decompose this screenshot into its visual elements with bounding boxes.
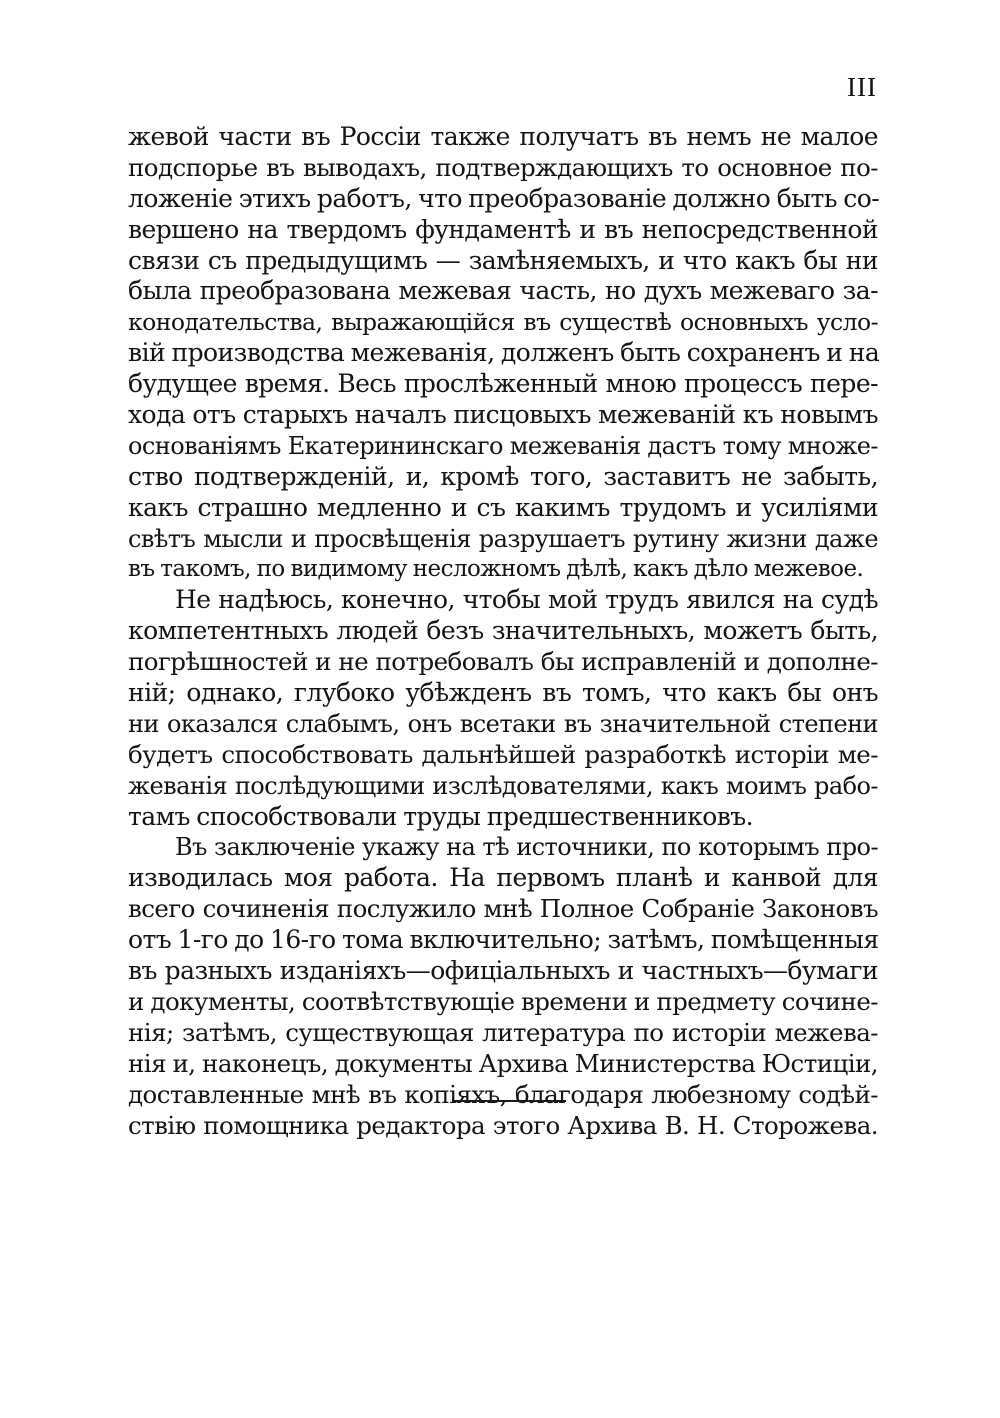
text-line: будетъ способствовать дальнѣйшей разработкѣ исторіи ме-: [128, 739, 878, 769]
text-line: конодательства, выражающійся въ существѣ основныхъ усло-: [128, 308, 878, 337]
text-line: доставленные мнѣ въ копіяхъ, благодаря любезному содѣй-: [128, 1079, 878, 1109]
text-line: въ разныхъ изданіяхъ—офиціальныхъ и частныхъ—бумаги: [128, 956, 878, 986]
text-line: ство подтвержденій, и, кромѣ того, заставитъ не забыть,: [128, 461, 878, 491]
text-line: подспорье въ выводахъ, подтверждающихъ то основное по-: [128, 152, 878, 182]
text-line: и документы, соотвѣтствующіе времени и предмету сочине-: [128, 986, 878, 1016]
text-line: нія; затѣмъ, существующая литература по исторіи межева-: [128, 1017, 878, 1047]
text-line: жевой части въ Россіи также получатъ въ немъ не малое: [128, 122, 878, 151]
text-line: вій производства межеванія, долженъ быть сохраненъ и на: [128, 338, 880, 368]
body-text: [128, 122, 878, 1141]
text-line: ни оказался слабымъ, онъ всетаки въ значительной степени: [128, 709, 878, 738]
text-line: нія и, наконецъ, документы Архива Министерства Юстиціи,: [128, 1048, 878, 1078]
text-line: Не надѣюсь, конечно, чтобы мой трудъ явился на судѣ: [175, 585, 878, 615]
page-number: III: [847, 72, 877, 102]
text-line: связи съ предыдущимъ — замѣняемыхъ, и что какъ бы ни: [128, 245, 878, 275]
text-line: была преобразована межевая часть, но духъ межеваго за-: [128, 276, 878, 306]
text-line: будущее время. Весь прослѣженный мною процессъ пере-: [128, 369, 878, 399]
text-line: въ такомъ, по видимому несложномъ дѣлѣ, какъ дѣло межевое.: [128, 556, 864, 583]
text-line: ствію помощника редактора этого Архива В. Н. Сторожева.: [128, 1110, 878, 1140]
text-line: изводилась моя работа. На первомъ планѣ и канвой для: [128, 863, 878, 893]
closing-rule: [452, 1100, 566, 1102]
text-line: тамъ способствовали труды предшественниковъ.: [128, 801, 754, 831]
text-line: ній; однако, глубоко убѣжденъ въ томъ, что какъ бы онъ: [128, 678, 878, 708]
text-line: погрѣшностей и не потребовалъ бы исправленій и дополне-: [128, 647, 878, 677]
text-line: компетентныхъ людей безъ значительныхъ, можетъ быть,: [128, 616, 878, 646]
text-line: основаніямъ Екатерининскаго межеванія дастъ тому множе-: [128, 431, 878, 460]
text-line: какъ страшно медленно и съ какимъ трудомъ и усиліями: [128, 492, 878, 522]
text-line: всего сочиненія послужило мнѣ Полное Собраніе Законовъ: [128, 894, 878, 924]
text-line: хода отъ старыхъ началъ писцовыхъ межеваній къ новымъ: [128, 400, 878, 430]
text-line: отъ 1-го до 16-го тома включительно; затѣмъ, помѣщенныя: [128, 925, 879, 955]
text-line: свѣтъ мысли и просвѣщенія разрушаетъ рутину жизни даже: [128, 524, 878, 553]
text-line: ложеніе этихъ работъ, что преобразованіе должно быть со-: [128, 183, 880, 213]
text-line: вершено на твердомъ фундаментѣ и въ непосредственной: [128, 214, 878, 244]
text-line: Въ заключеніе укажу на тѣ источники, по которымъ про-: [175, 833, 878, 862]
text-line: жеванія послѣдующими изслѣдователями, какъ моимъ рабо-: [128, 771, 878, 800]
